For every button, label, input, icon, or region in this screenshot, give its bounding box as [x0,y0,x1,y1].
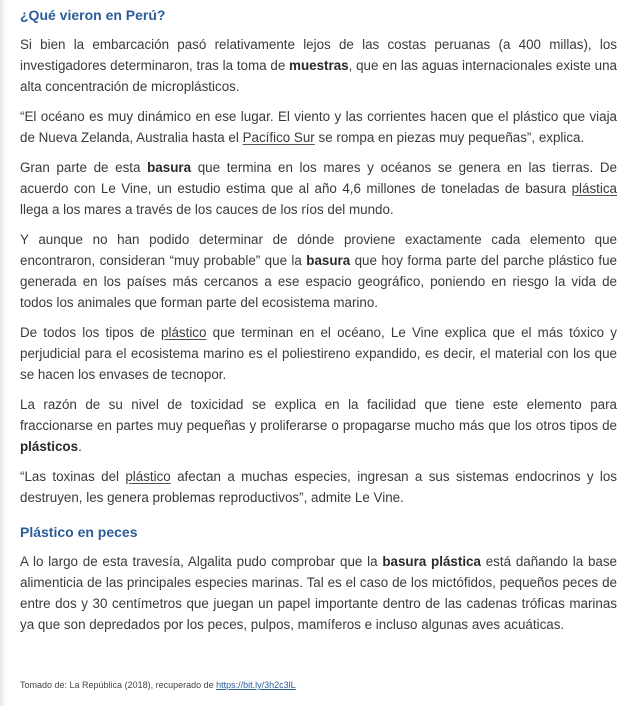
section-heading-peru: ¿Qué vieron en Perú? [20,7,166,23]
paragraph-peces: A lo largo de esta travesía, Algalita pudo comprobar que la basura plástica está dañando la base alimenticia de las principales especies marinas. Tal es el caso de los mictófidos, pequeños peces de entre dos y 30 centímetros que juegan un papel importante dentro de las cadenas tróficas marinas ya que son depredados por los peces, pulpos, mamíferos e incluso algunas aves acuáticas. [20,554,617,632]
paragraph-2: “El océano es muy dinámico en ese lugar. El viento y las corrientes hacen que el plástico que viaja de Nueva Zelanda, Australia hasta el Pacífico Sur se rompa en piezas muy pequeñas”, explica. [20,109,617,145]
keyword-basura-plastica: basura plástica [382,554,481,569]
keyword-basura-2: basura [306,253,351,268]
paragraph-6: La razón de su nivel de toxicidad se explica en la facilidad que tiene este elemento para fraccionarse en partes muy pequeñas y proliferarse o propagarse mucho más que los otros tipos de plásticos. [20,397,617,454]
keyword-basura: basura [147,160,192,175]
paragraph-3: Gran parte de esta basura que termina en los mares y océanos se genera en las tierras. De acuerdo con Le Vine, un estudio estima que al año 4,6 millones de toneladas de basura plástica llega a los mares a través de los cauces de los ríos del mundo. [20,160,617,217]
left-edge-shadow [0,0,6,706]
paragraph-7: “Las toxinas del plástico afectan a muchas especies, ingresan a sus sistemas endocrinos y los destruyen, les genera problemas reproductivos”, admite Le Vine. [20,469,617,505]
link-plastico-2[interactable]: plástico [125,469,171,484]
link-plastico[interactable]: plástico [161,325,207,340]
source-reference: Tomado de: La República (2018), recuperado de https://bit.ly/3h2c3lL [20,680,296,690]
source-link[interactable]: https://bit.ly/3h2c3lL [216,680,296,690]
link-plastica[interactable]: plástica [571,181,617,196]
keyword-plasticos: plásticos [20,439,79,454]
paragraph-4: Y aunque no han podido determinar de dónde proviene exactamente cada elemento que encontraron, consideran “muy probable” que la basura que hoy forma parte del parche plástico fue generada en los países más cercanos a ese espacio geográfico, poniendo en riesgo la vida de todos los animales que forman parte del ecosistema marino. [20,232,617,310]
keyword-muestras: muestras [289,58,349,73]
section-heading-plastico-en-peces: Plástico en peces [20,524,138,540]
paragraph-5: De todos los tipos de plástico que terminan en el océano, Le Vine explica que el más tóxico y perjudicial para el ecosistema marino es el poliestireno expandido, es decir, el material con los que se hacen los envases de tecnopor. [20,325,617,382]
paragraph-1: Si bien la embarcación pasó relativamente lejos de las costas peruanas (a 400 millas), los investigadores determinaron, tras la toma de muestras, que en las aguas internacionales existe una alta concentración de microplásticos. [20,37,617,94]
link-pacifico-sur[interactable]: Pacífico Sur [242,130,315,145]
